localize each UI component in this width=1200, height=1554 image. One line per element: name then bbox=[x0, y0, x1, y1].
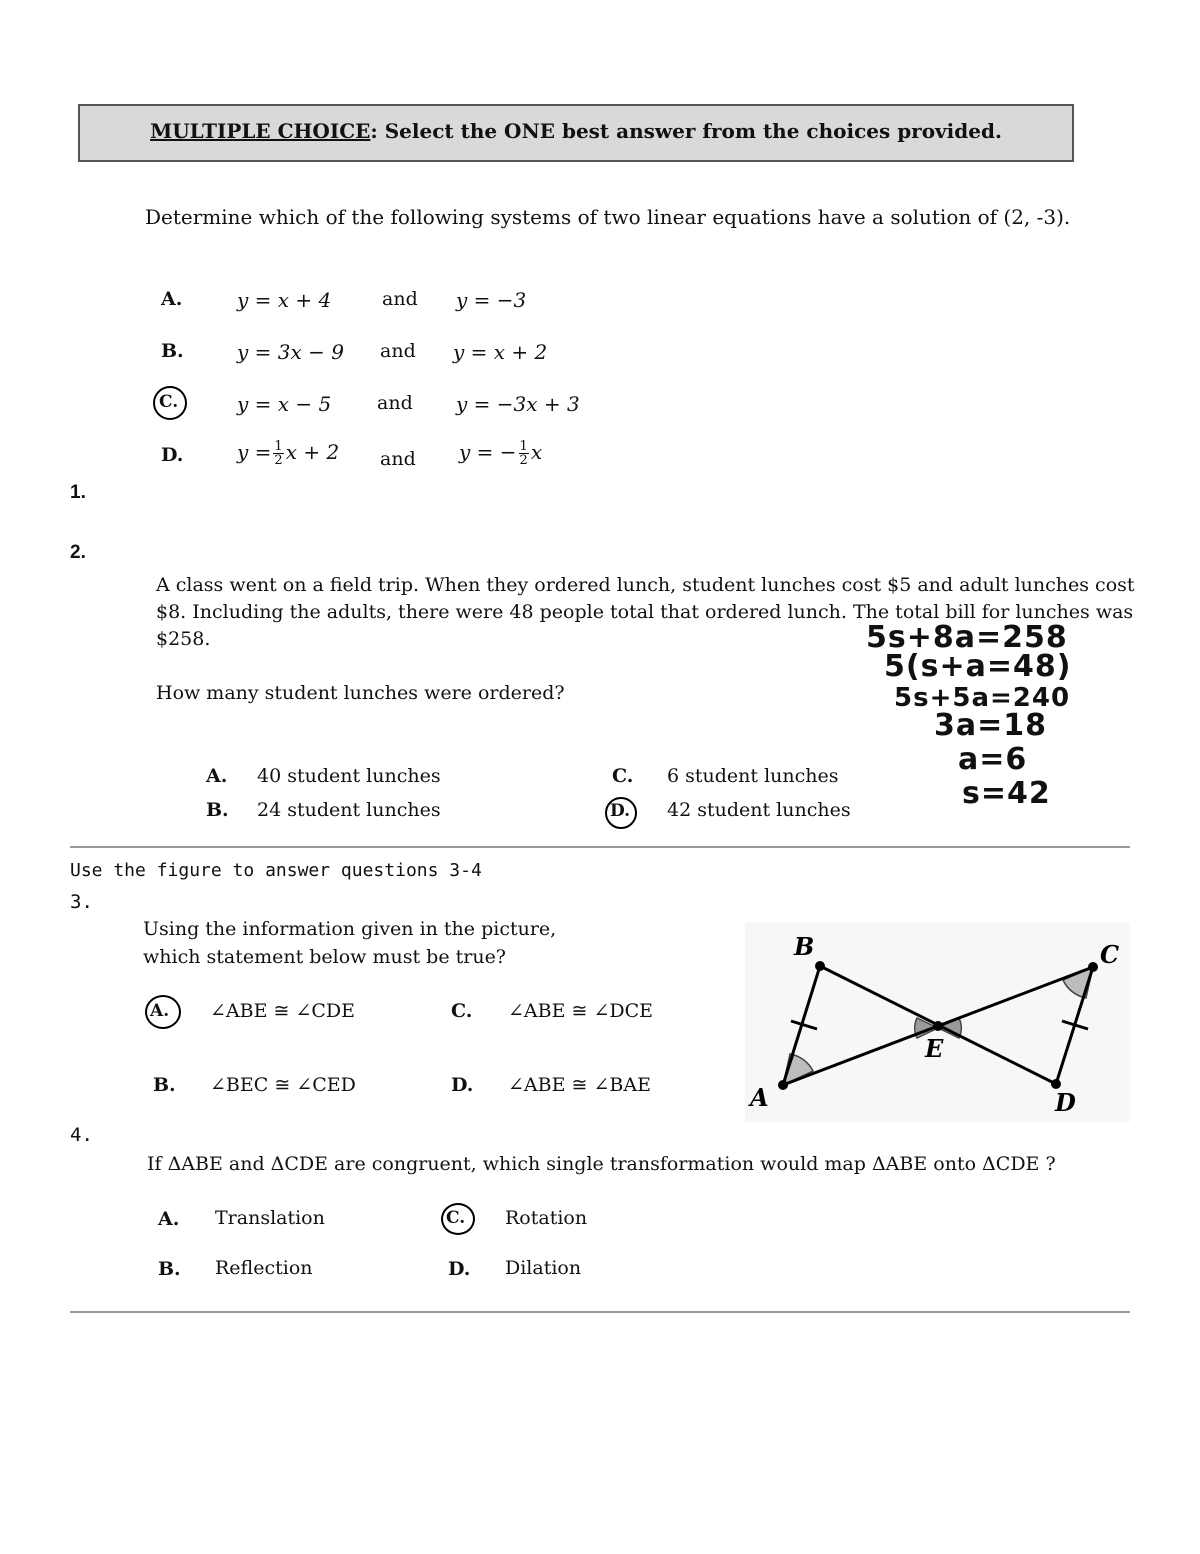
q1-option-b-letter[interactable]: B. bbox=[161, 340, 184, 362]
label-a: A bbox=[750, 1083, 769, 1112]
figure-note: Use the figure to answer questions 3-4 bbox=[70, 860, 482, 881]
work-line-4: 3a=18 bbox=[934, 708, 1048, 743]
q1-option-c-eq1: y = x − 5 bbox=[237, 392, 332, 416]
divider-2 bbox=[70, 1311, 1130, 1313]
q2-prompt-line-1: A class went on a field trip. When they ordered lunch, student lunches cost $5 and adult lunches cost bbox=[156, 574, 1135, 596]
point-b bbox=[815, 961, 825, 971]
q2-option-d-letter[interactable]: D. bbox=[610, 801, 631, 821]
q2-option-d-text: 42 student lunches bbox=[667, 799, 851, 821]
q1-option-b-and: and bbox=[380, 340, 416, 362]
work-line-6: s=42 bbox=[962, 776, 1051, 811]
q2-question: How many student lunches were ordered? bbox=[156, 682, 565, 704]
q4-option-c-letter[interactable]: C. bbox=[446, 1208, 466, 1228]
q1-d-eq1-lhs: y = bbox=[237, 440, 272, 464]
work-line-1: 5s+8a=258 bbox=[866, 620, 1068, 655]
q1-number: 1. bbox=[70, 482, 86, 503]
q4-option-d-text: Dilation bbox=[505, 1257, 582, 1279]
q1-option-c-eq2: y = −3x + 3 bbox=[456, 392, 580, 416]
q3-number: 3. bbox=[70, 891, 93, 913]
q2-option-a-text: 40 student lunches bbox=[257, 765, 441, 787]
q1-d-eq2-fraction bbox=[519, 440, 529, 467]
q3-prompt-line-1: Using the information given in the picture, bbox=[143, 918, 557, 940]
q1-option-a-eq1: y = x + 4 bbox=[237, 288, 332, 312]
label-c: C bbox=[1100, 940, 1120, 969]
q1-option-d-letter[interactable]: D. bbox=[161, 444, 184, 466]
q1-option-b-eq2: y = x + 2 bbox=[453, 340, 548, 364]
q2-option-a-letter[interactable]: A. bbox=[206, 765, 228, 787]
q3-option-c-letter[interactable]: C. bbox=[451, 1000, 473, 1022]
q2-prompt-line-3: $258. bbox=[156, 628, 211, 650]
q1-d-eq2-num: 1 bbox=[519, 439, 528, 454]
q1-d-eq1-fraction bbox=[273, 440, 283, 467]
point-e bbox=[933, 1021, 943, 1031]
q1-option-a-and: and bbox=[382, 288, 418, 310]
q2-option-c-text: 6 student lunches bbox=[667, 765, 839, 787]
q4-option-b-text: Reflection bbox=[215, 1257, 313, 1279]
q1-option-d-eq1 bbox=[237, 440, 339, 467]
q1-d-eq1-den: 2 bbox=[274, 453, 283, 468]
q2-number: 2. bbox=[70, 542, 86, 563]
q1-d-eq2-den: 2 bbox=[519, 453, 528, 468]
q1-option-c-letter[interactable]: C. bbox=[159, 392, 179, 412]
q4-option-a-letter[interactable]: A. bbox=[158, 1208, 180, 1230]
q3-option-d-text: ∠ABE ≅ ∠BAE bbox=[508, 1074, 651, 1096]
q4-prompt: If ΔABE and ΔCDE are congruent, which single transformation would map ΔABE onto ΔCDE ? bbox=[147, 1153, 1056, 1175]
q3-option-b-letter[interactable]: B. bbox=[153, 1074, 176, 1096]
instructions-banner bbox=[78, 104, 1074, 162]
q3-prompt bbox=[143, 915, 556, 971]
q4-number: 4. bbox=[70, 1124, 93, 1146]
q1-d-eq1-num: 1 bbox=[274, 439, 283, 454]
q1-option-a-letter[interactable]: A. bbox=[161, 288, 183, 310]
q4-option-d-letter[interactable]: D. bbox=[448, 1258, 471, 1280]
q2-option-b-text: 24 student lunches bbox=[257, 799, 441, 821]
q1-option-b-eq1: y = 3x − 9 bbox=[237, 340, 344, 364]
work-line-5: a=6 bbox=[958, 742, 1028, 777]
instructions-text bbox=[80, 119, 1072, 143]
q3-option-a-text: ∠ABE ≅ ∠CDE bbox=[210, 1000, 356, 1022]
q3-prompt-line-2: which statement below must be true? bbox=[143, 946, 506, 968]
label-e: E bbox=[925, 1034, 944, 1063]
q1-d-eq2-lhs: y = − bbox=[459, 440, 517, 464]
divider-1 bbox=[70, 846, 1130, 848]
q3-option-b-text: ∠BEC ≅ ∠CED bbox=[210, 1074, 356, 1096]
point-a bbox=[778, 1080, 788, 1090]
bowtie-triangles-figure bbox=[745, 922, 1130, 1122]
q2-option-c-letter[interactable]: C. bbox=[612, 765, 634, 787]
instruction-text: : Select the ONE best answer from the choices provided. bbox=[370, 119, 1002, 143]
q1-d-eq2-rhs: x bbox=[530, 440, 543, 464]
work-line-3: 5s+5a=240 bbox=[894, 683, 1071, 713]
label-b: B bbox=[794, 932, 815, 961]
section-label: MULTIPLE CHOICE bbox=[150, 119, 371, 143]
q4-option-c-text: Rotation bbox=[505, 1207, 588, 1229]
q1-d-eq1-rhs: x + 2 bbox=[285, 440, 340, 464]
q4-option-b-letter[interactable]: B. bbox=[158, 1258, 181, 1280]
q2-option-b-letter[interactable]: B. bbox=[206, 799, 229, 821]
q1-option-d-eq2 bbox=[459, 440, 542, 467]
q4-option-a-text: Translation bbox=[215, 1207, 325, 1229]
q1-option-c-and: and bbox=[377, 392, 413, 414]
q3-option-a-letter[interactable]: A. bbox=[150, 1001, 170, 1021]
q3-option-d-letter[interactable]: D. bbox=[451, 1074, 474, 1096]
q3-option-c-text: ∠ABE ≅ ∠DCE bbox=[508, 1000, 654, 1022]
point-c bbox=[1088, 962, 1098, 972]
q1-option-d-and: and bbox=[380, 448, 416, 470]
q2-prompt-line-2: $8. Including the adults, there were 48 people total that ordered lunch. The total bill for lunches was bbox=[156, 601, 1134, 623]
label-d: D bbox=[1055, 1088, 1076, 1117]
q1-prompt: Determine which of the following systems of two linear equations have a solution of (2, -3). bbox=[145, 205, 1071, 229]
work-line-2: 5(s+a=48) bbox=[884, 649, 1072, 684]
q1-option-a-eq2: y = −3 bbox=[456, 288, 527, 312]
